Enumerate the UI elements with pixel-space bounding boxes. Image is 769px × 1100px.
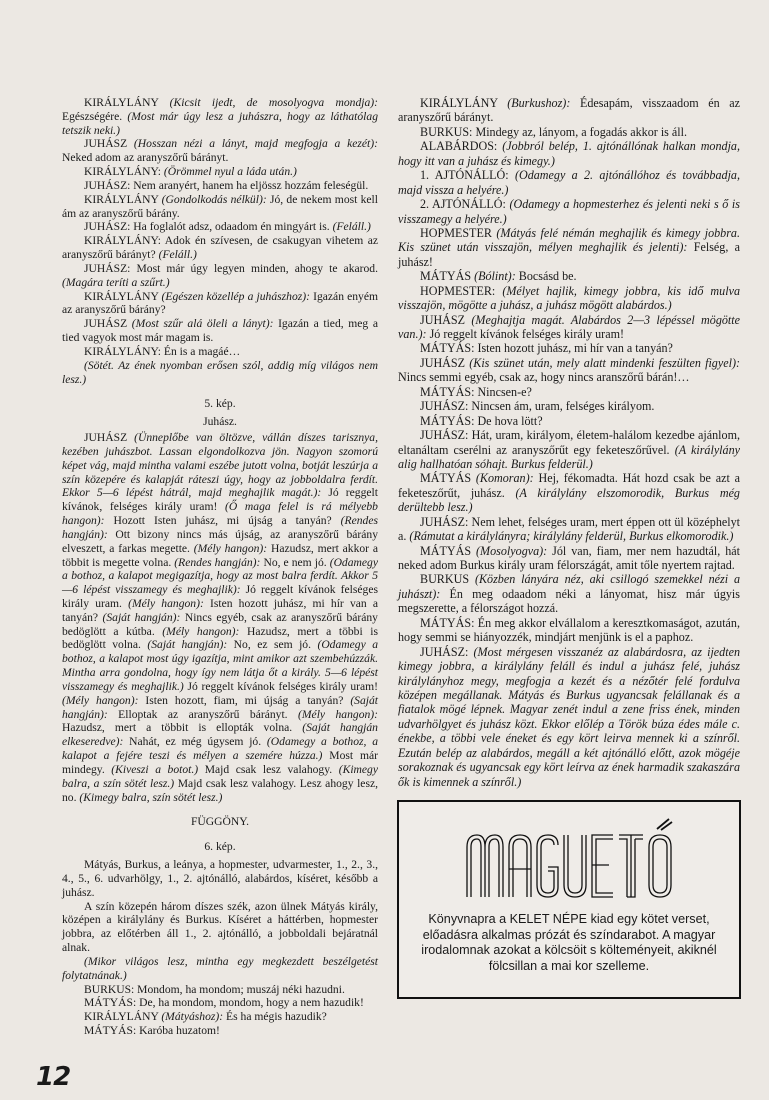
dialogue-text: MÁTYÁS — [420, 269, 475, 284]
dialogue-text: No, e nem jó. — [260, 555, 330, 569]
dialogue-text: Felség, a juhász! — [398, 240, 740, 269]
dialogue-paragraph — [62, 96, 378, 137]
dialogue-text: KIRÁLYLÁNY — [84, 289, 162, 303]
stage-direction: (A királylány elszomorodik, Burkus még derültebb lesz.) — [398, 485, 740, 515]
dialogue-text: Jó reggelt kívánok felséges király uram! — [183, 679, 378, 693]
dialogue-paragraph — [398, 313, 740, 342]
stage-direction: (Mély hangon): — [298, 707, 379, 721]
dialogue-text: Hozott Isten juhász, mi újság a tanyán? — [104, 514, 341, 528]
dialogue-text: Neked adom az aranyszőrű bárányt. — [62, 151, 229, 165]
dialogue-paragraph — [398, 399, 740, 413]
stage-direction: (Mély hangon): — [62, 693, 139, 707]
dialogue-text: MÁTYÁS — [420, 471, 476, 486]
dialogue-paragraph — [62, 137, 378, 165]
dialogue-text: Isten hozott juhász, mi hír van a tanyán? — [62, 596, 379, 624]
dialogue-text: KIRÁLYLÁNY: Adok én szívesen, de csakugyan vihetem az aranyszőrű bárányt? — [62, 234, 378, 262]
stage-direction: (Rendes hangján): — [174, 555, 261, 569]
stage-direction: (Kimegy balra, szín sötét lesz.) — [79, 790, 223, 804]
dialogue-paragraph — [62, 220, 378, 234]
stage-direction: (Mosolyogva): — [476, 543, 548, 558]
dialogue-text: Isten hozott, fiam, mi újság a tanyán? — [138, 693, 351, 707]
dialogue-text: KIRÁLYLÁNY — [84, 1010, 162, 1024]
dialogue-paragraph — [398, 572, 740, 615]
dialogue-text: Egészségére. — [62, 109, 128, 123]
dialogue-text: JUHÁSZ: Nincsen ám, uram, felséges királyom. — [420, 399, 655, 414]
stage-direction: (Odamegy a hopmesterhez és jelenti neki s ő is visszamegy a helyére.) — [398, 197, 740, 226]
dialogue-text: Jó reggelt kívánok felséges király uram. — [62, 583, 378, 610]
stage-direction: (Kicsit ijedt, de mosolyogva mondja): — [169, 96, 378, 109]
dialogue-text: Most már mindegy. — [62, 749, 378, 776]
dialogue-text: Jó reggelt kívánok felséges király uram! — [426, 327, 625, 341]
dialogue-text: MÁTYÁS — [420, 543, 477, 558]
dialogue-paragraph — [398, 385, 740, 399]
dialogue-text: 6. kép. — [204, 840, 236, 854]
stage-direction: (Mátyáshoz): — [161, 1010, 224, 1024]
dialogue-text: FÜGGÖNY. — [190, 815, 250, 829]
stage-direction: (Gondolkodás nélkül): — [161, 192, 267, 206]
stage-direction: (Egészen közellép a juhászhoz): — [161, 289, 310, 303]
dialogue-paragraph — [398, 284, 740, 313]
stage-direction: (Hosszan nézi a lányt, majd megfogja a kezét): — [133, 137, 378, 151]
stage-direction: (Most már úgy lesz a juhászra, hogy az láthatólag tetszik neki.) — [62, 109, 378, 137]
scene-heading — [62, 397, 378, 411]
dialogue-text: BURKUS: Mondom, ha mondom; muszáj néki hazudni. — [84, 982, 345, 996]
dialogue-paragraph — [398, 168, 740, 197]
stage-direction: (Mélyet hajlik, kimegy jobbra, kis idő mulva visszajön, mögötte a juhász, a juhász mögött alabárdos.) — [398, 283, 740, 313]
dialogue-paragraph — [62, 431, 378, 804]
dialogue-text: ALABÁRDOS: — [420, 139, 503, 154]
dialogue-text: Elloptak az aranyszőrű bárányt. — [107, 707, 299, 721]
stage-direction: (Ő maga felel is rá mélyebb hangon): — [62, 500, 378, 528]
dialogue-text: JUHÁSZ — [420, 312, 472, 327]
dialogue-paragraph — [62, 983, 378, 997]
stage-direction: (Most mérgesen visszanéz az alabárdosra, az ijedten kimegy jobbra, a királylány feláll és indul a juhász felé, juhász királylányhoz megy, megfogja a kezét és a nézőtér felé fordulva középen megállanak. Mátyás és Burkus ugyancsak felállanak és a fiatalok mögé lépnek. Magyar zenét indul a zene friss ének, minden udvarhölgyet és juhász közt. Ekkor előlép a Török búza édes mále c. énekbe, a többi vele éneket és egy kört leirva mennek ki a színről. Ezután belép az alabárdos, megáll a két ajtónálló előtt, azok mögéje sorakoznak és ugyancsak egy kört leírva az ének harmadik szakaszára ők is kimennek a színről.) — [398, 644, 740, 789]
dialogue-text: Hazudsz, mert a többi is bedöglött volna. — [62, 624, 379, 652]
stage-direction: (Feláll.) — [158, 248, 197, 262]
dialogue-paragraph — [398, 356, 740, 385]
stage-direction: (Mély hangon): — [128, 596, 204, 610]
stage-direction: (Feláll.) — [332, 220, 371, 234]
stage-direction: (Sötét. Az ének nyomban erősen szól, addig míg világos nem lesz.) — [62, 358, 378, 386]
dialogue-text: Majd csak lesz valahogy. Lesz ahogy lesz, no. — [62, 776, 378, 804]
dialogue-text: MÁTYÁS: Isten hozott juhász, mi hír van a tanyán? — [420, 341, 673, 356]
dialogue-paragraph — [398, 414, 740, 428]
dialogue-text: KIRÁLYLÁNY — [420, 96, 508, 110]
dialogue-text: Hazudsz, mert akkor a többit is megette volna. — [62, 541, 379, 569]
dialogue-text: MÁTYÁS: De, ha mondom, mondom, hogy a nem hazudik! — [84, 996, 364, 1010]
dialogue-text: JUHÁSZ — [84, 317, 132, 331]
dialogue-text: Hej, fékomadta. Hát hozd csak be azt a feketeszőrűt, juhász. — [398, 471, 740, 500]
dialogue-paragraph — [62, 262, 378, 290]
dialogue-text: KIRÁLYLÁNY — [84, 192, 162, 206]
dialogue-paragraph — [62, 193, 378, 221]
dialogue-paragraph — [62, 345, 378, 359]
dialogue-text: Nahát, ez még úgysem jó. — [123, 735, 267, 749]
dialogue-paragraph — [398, 197, 740, 226]
dialogue-text: 5. kép. — [204, 397, 236, 411]
dialogue-text: MÁTYÁS: De hova lött? — [420, 413, 543, 428]
dialogue-paragraph — [398, 471, 740, 514]
right-column — [398, 96, 740, 789]
dialogue-text: És ha mégis hazudik? — [223, 1010, 327, 1024]
stage-direction: (Saját hangján): — [62, 693, 379, 721]
dialogue-paragraph — [398, 428, 740, 471]
magveto-logo — [463, 817, 677, 899]
dialogue-text: Bocsásd be. — [515, 269, 577, 284]
stage-direction: (Bólint): — [474, 269, 516, 284]
dialogue-text: KIRÁLYLÁNY: — [84, 165, 164, 179]
stage-direction: (Örömmel nyul a láda után.) — [163, 165, 297, 179]
magveto-advert — [397, 800, 741, 999]
dialogue-text: A szín közepén három díszes szék, azon ülnek Mátyás király, középen a királylány és Burkus. Kíséret a háttérben, hopmester jobbra, az előtérben áll 1., 2. ajtónálló, a jobboldali bejáratnál alnak. — [62, 899, 378, 955]
stage-direction: (Saját hangján): — [147, 638, 228, 652]
dialogue-text: Jól van, fiam, mer nem hazudtál, hát neked adom Burkus király uram félországát, amit tőle nyertem rajtad. — [398, 543, 740, 572]
dialogue-text: BURKUS — [420, 572, 475, 587]
dialogue-text: 1. AJTÓNÁLLÓ: — [420, 168, 515, 183]
scene-heading — [62, 840, 378, 854]
dialogue-text: Édesapám, visszaadom én az aranyszőrű bárányt. — [398, 96, 740, 125]
stage-direction: (Odamegy a bothoz, a kalapot most úgy igazítja, mint amikor azt szembehúzzák. Mintha arra gondolna, hogy így nem látja őt a király. 5—6 lépést visszamegy és meghajlik.) — [62, 638, 378, 693]
dialogue-paragraph — [62, 290, 378, 318]
stage-direction: (Meghajtja magát. Alabárdos 2—3 lépéssel mögötte van.): — [398, 312, 741, 341]
dialogue-paragraph — [398, 139, 740, 168]
stage-direction: (Rendes hangján): — [62, 514, 378, 541]
dialogue-text: KIRÁLYLÁNY — [84, 96, 170, 109]
stage-direction: (Kis szünet után, mely alatt mindenki feszülten figyel): — [469, 355, 741, 370]
page-number: 12 — [36, 1062, 71, 1092]
dialogue-paragraph — [398, 645, 740, 789]
dialogue-text: Jó reggelt kívánok, felséges király uram! — [62, 486, 378, 514]
dialogue-text: JUHÁSZ: Nem lehet, felséges uram, mert éppen ott ül középhelyt a. — [398, 514, 740, 544]
dialogue-text: JUHÁSZ — [84, 137, 134, 151]
dialogue-paragraph — [398, 544, 740, 573]
stage-direction: (Odamegy a bothoz, a kalapot a fejére teszi és mélyen a szemére húzza.) — [62, 735, 378, 763]
cast-list — [62, 900, 378, 955]
stage-direction: (Burkushoz): — [507, 96, 571, 110]
dialogue-text: Nincs semmi egyéb, csak az, hogy nincs aranszőrű bárán!… — [398, 370, 690, 385]
advert-text: Könyvnapra a KELET NÉPE kiad egy kötet verset, előadásra alkalmas prózát és színdarabot. A magyar irodalomnak azokat a kölcsöit s költeményeit, akiknél fölcsillan a mai kor szelleme. — [421, 912, 717, 973]
dialogue-text: Majd csak lesz valahogy. — [198, 762, 339, 776]
dialogue-paragraph — [62, 359, 378, 387]
stage-direction: (Mátyás felé némán meghajlik és kimegy jobbra. Kis szünet után visszajön, mélyen meghajlik és jelenti): — [398, 225, 740, 255]
stage-direction: (Kimegy balra, a szín sötét lesz.) — [62, 762, 378, 790]
stage-direction: (Rámutat a királylányra; királylány felderül, Burkus elkomorodik.) — [409, 529, 734, 544]
dialogue-paragraph — [398, 616, 740, 645]
stage-direction: (Ünneplőbe van öltözve, vállán díszes tarisznya, kezében juhászbot. Lassan elgondolkozva jön. Nagyon szomorú képet vág, majd mintha valami eszébe jutott volna, botját leszúrja a szín közepére és kalapját ráteszi úgy, hogy az jobboldalra ferdít. Ekkor 5—6 lépést hátrál, majd meghajlik magát.): — [62, 431, 379, 500]
dialogue-text: Ott bizony nincs más újság, az aranyszőrű bárány elveszett, a farkas megette. — [62, 527, 378, 555]
dialogue-paragraph — [62, 234, 378, 262]
dialogue-paragraph — [62, 996, 378, 1010]
dialogue-text: No, ez sem jó. — [227, 638, 318, 652]
dialogue-paragraph — [398, 269, 740, 283]
dialogue-text: JUHÁSZ — [84, 431, 135, 445]
stage-direction: (Közben lányára néz, aki csillogó szemekkel nézi a juhászt): — [398, 572, 740, 601]
dialogue-text: JUHÁSZ — [420, 355, 470, 370]
dialogue-paragraph — [62, 317, 378, 345]
dialogue-text: BURKUS: Mindegy az, lányom, a fogadás akkor is áll. — [420, 124, 688, 139]
dialogue-paragraph — [398, 125, 740, 139]
dialogue-paragraph — [62, 179, 378, 193]
dialogue-paragraph — [398, 341, 740, 355]
stage-direction: (Odamegy a bothoz, a kalapot megigazítja, hogy az most balra ferdít. Akkor 5—6 lépést visszamegy és meghajlik): — [62, 555, 378, 597]
scene-subheading — [62, 415, 378, 429]
stage-direction: (A királylány alig hallhatóan sóhajt. Burkus felderül.) — [398, 442, 741, 471]
dialogue-text: Juhász. — [203, 415, 237, 429]
stage-direction: (Mikor világos lesz, mintha egy megkezdett beszélgetést folytatnának.) — [62, 954, 378, 982]
stage-direction: (Saját hangján): — [102, 610, 181, 624]
dialogue-text: Igazán a tied, meg a tied vagyok most már magam is. — [62, 317, 379, 345]
dialogue-text: JUHÁSZ: — [420, 644, 474, 659]
dialogue-paragraph — [62, 165, 378, 179]
cast-list — [62, 955, 378, 983]
stage-direction: (Odamegy a 2. ajtónállóhoz és továbbadja, majd vissza a helyére.) — [398, 168, 740, 197]
stage-direction: (Mély hangon): — [162, 624, 240, 638]
dialogue-text: JUHÁSZ: Nem aranyért, hanem ha eljössz hozzám feleségül. — [84, 178, 369, 192]
dialogue-text: MÁTYÁS: Karóba huzatom! — [84, 1024, 220, 1037]
dialogue-paragraph — [62, 1024, 378, 1038]
dialogue-text: HOPMESTER — [420, 225, 497, 240]
dialogue-text: MÁTYÁS: Nincsen-e? — [420, 384, 532, 399]
dialogue-text: Mátyás, Burkus, a leánya, a hopmester, udvarmester, 1., 2., 3., 4., 5., 6. udvarhölgy, 1., 2. ajtónálló, alabárdos, kíséret, később a juhász. — [62, 858, 378, 899]
stage-direction: (Mély hangon): — [193, 541, 268, 555]
cast-list — [62, 858, 378, 899]
dialogue-text: HOPMESTER: — [420, 283, 503, 298]
stage-direction: (Most szűr alá öleli a lányt): — [131, 317, 274, 331]
dialogue-paragraph — [398, 226, 740, 269]
stage-direction: (Magára teríti a szűrt.) — [62, 275, 170, 289]
dialogue-text: 2. AJTÓNÁLLÓ: — [420, 197, 510, 212]
stage-direction: (Saját hangján elkeseredve): — [62, 721, 378, 749]
stage-direction: (Komoran): — [475, 471, 534, 486]
scene-heading — [62, 815, 378, 829]
dialogue-text: KIRÁLYLÁNY: Én is a magáé… — [84, 344, 241, 358]
left-column — [62, 96, 378, 1038]
dialogue-paragraph — [398, 515, 740, 544]
dialogue-text: MÁTYÁS: Én meg akkor elvállalom a keresztkomaságot, azután, hogy semmi se hiányozzék, mindjárt menjünk is el a paphoz. — [398, 615, 740, 645]
dialogue-text: JUHÁSZ: Hát, uram, királyom, életem-halálom kezedbe ajánlom, eltanáltam cserélni az aranyszőrűt egy feketeszőrűvel. — [398, 428, 740, 457]
stage-direction: (Jobbról belép, 1. ajtónállónak halkan mondja, hogy itt van a juhász és kimegy.) — [398, 139, 740, 168]
dialogue-text: Jó, de nekem most kell ám az aranyszőrű bárány. — [62, 192, 378, 220]
dialogue-text: Igazán enyém az aranyszőrű bárány? — [62, 289, 379, 317]
dialogue-text: Nincs egyéb, csak az aranyszőrű bárány bedöglött a kútba. — [62, 610, 378, 638]
dialogue-paragraph — [62, 1010, 378, 1024]
stage-direction: (Kiveszi a botot.) — [111, 762, 199, 776]
dialogue-text: JUHÁSZ: Ha foglalót adsz, odaadom én mingyárt is. — [84, 220, 333, 234]
dialogue-paragraph — [398, 96, 740, 125]
dialogue-text: Én meg odaadom néki a lányomat, hisz már úgyis megszerette, a félországot hozzá. — [398, 586, 740, 616]
dialogue-text: Hazudsz, mert a többit is ellopták volna. — [62, 721, 303, 735]
dialogue-text: JUHÁSZ: Most már úgy legyen minden, ahogy te akarod. — [84, 261, 378, 275]
